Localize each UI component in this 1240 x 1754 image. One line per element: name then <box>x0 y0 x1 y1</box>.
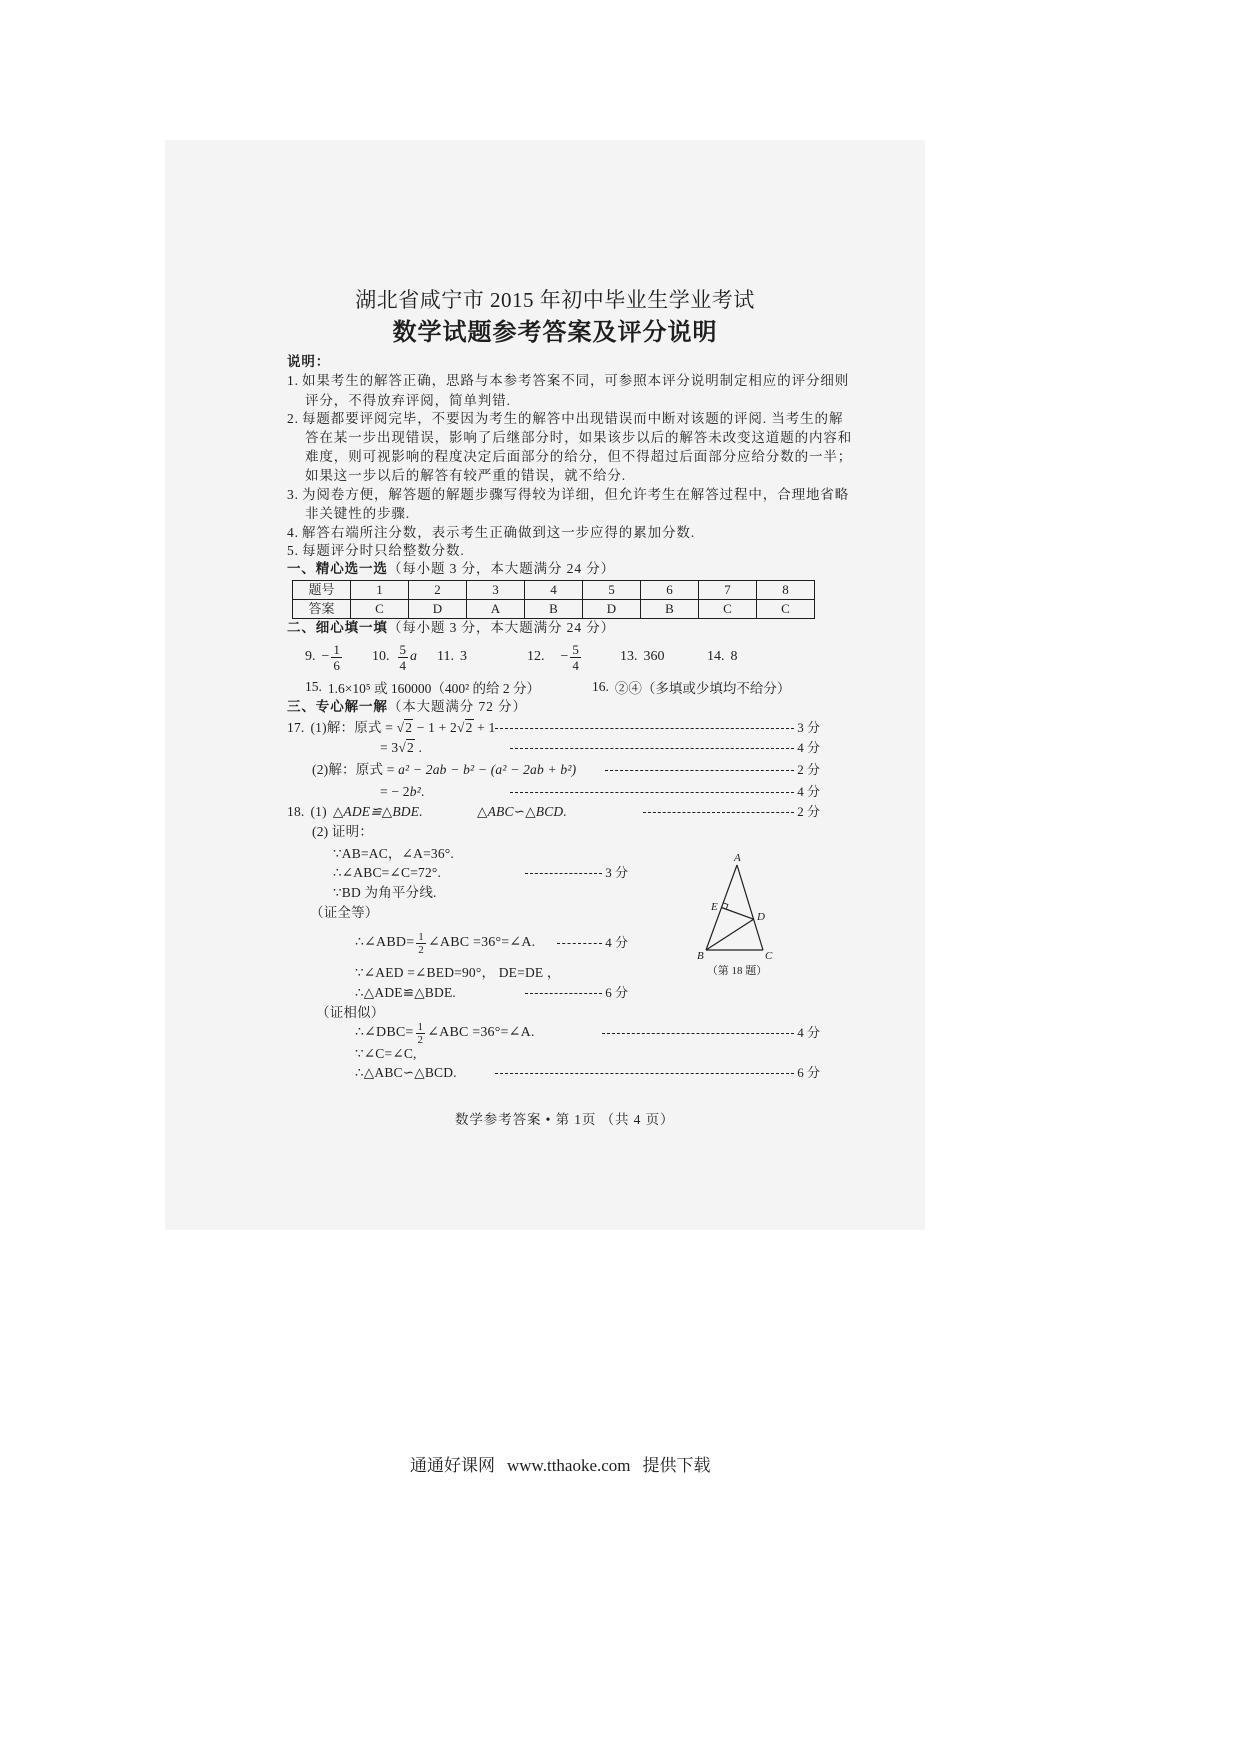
score: 6 分 <box>605 985 628 1000</box>
note-line: 评分，不得放弃评阅，简单判错. <box>305 393 511 408</box>
denominator: 6 <box>333 657 340 673</box>
table-row-answers <box>293 600 815 619</box>
side-ac <box>737 865 763 950</box>
note-line: 答在某一步出现错误，影响了后继部分时，如果该步以后的解答未改变这道题的内容和 <box>305 430 853 445</box>
step-text: (2)解：原式 = <box>312 762 399 777</box>
step-text: + 1 <box>473 720 496 735</box>
fraction <box>398 642 409 673</box>
question-number: 11. <box>437 649 454 664</box>
score: 2 分 <box>797 762 820 777</box>
section3-heading <box>287 698 527 716</box>
note-number: 1. <box>287 373 299 388</box>
section-title: 二、细心填一填 <box>287 620 388 635</box>
q18-part1 <box>287 803 423 821</box>
segment-ed <box>722 908 754 920</box>
math-expression: △ABC∽△BCD. <box>477 804 567 819</box>
table-cell-number: 6 <box>641 581 699 600</box>
note-number: 3. <box>287 487 299 502</box>
step-text: = 3√ <box>380 740 406 755</box>
note-number: 5. <box>287 543 299 558</box>
question-number: 13. <box>620 649 638 664</box>
credit-site-name: 通通好课网 <box>410 1456 495 1475</box>
proof-method-label: （证全等） <box>310 905 379 920</box>
table-cell-number: 5 <box>583 581 641 600</box>
score-leader <box>525 984 628 1002</box>
denominator: 4 <box>572 657 579 673</box>
section-title: 三、专心解一解 <box>287 699 388 714</box>
step-text: ∴∠DBC= <box>355 1025 414 1040</box>
fill-answer-13 <box>620 640 665 674</box>
vertex-label-b: B <box>697 950 704 962</box>
fill-answer-12 <box>527 640 583 674</box>
step-text: . <box>420 784 425 799</box>
note-item-2 <box>287 410 843 428</box>
score-leader <box>495 719 820 737</box>
variable: a <box>410 649 417 664</box>
note-line: 如果考生的解答正确，思路与本参考答案不同，可参照本评分说明制定相应的评分细则 <box>302 373 850 388</box>
question-number: 10. <box>372 649 390 664</box>
proof-method-label: （证相似） <box>316 1005 385 1020</box>
table-cell-answer: C <box>699 600 757 619</box>
score-leader <box>510 739 820 757</box>
dash-leader <box>495 728 794 729</box>
score: 4 分 <box>797 1025 820 1040</box>
score: 3 分 <box>797 720 820 735</box>
score: 4 分 <box>605 935 628 950</box>
dash-leader <box>605 770 794 771</box>
table-cell-answer: C <box>351 600 409 619</box>
fill-answer-16 <box>592 678 790 696</box>
math-expression: a² − 2ab − b² − (a² − 2ab + b²) <box>398 762 577 777</box>
numerator: 1 <box>333 641 340 657</box>
radicand: 2 <box>405 720 413 735</box>
radicand: 2 <box>465 720 473 735</box>
dash-leader <box>643 812 794 813</box>
step-text: ∠ABC =36°=∠A. <box>427 1025 535 1040</box>
minus-sign: − <box>321 649 330 664</box>
note-line: 难度，则可视影响的程度决定后面部分的给分，但不得超过后面部分应给分数的一半； <box>305 449 853 464</box>
credit-url: www.tthaoke.com <box>507 1456 631 1475</box>
q17-part2-line2 <box>380 783 425 801</box>
step-text: . <box>414 740 423 755</box>
q17-part2-line1 <box>312 761 576 779</box>
note-line: 每题评分时只给整数分数. <box>302 543 465 558</box>
numerator: 5 <box>572 641 579 657</box>
numerator: 1 <box>418 930 424 943</box>
dash-leader <box>525 873 602 874</box>
question-number: 17. <box>287 720 305 735</box>
section2-heading <box>287 619 615 637</box>
section1-heading <box>287 560 615 578</box>
dash-leader <box>495 1073 794 1074</box>
part-label: (1) <box>310 804 327 819</box>
proof-step: ∴△ADE≌△BDE. <box>355 985 456 1000</box>
dash-leader <box>602 1033 794 1034</box>
math-expression: △ADE≌△BDE. <box>332 804 423 819</box>
note-item-3 <box>287 486 849 504</box>
step-text: ∠ABC =36°=∠A. <box>428 935 536 950</box>
note-item-1 <box>287 372 849 390</box>
score: 2 分 <box>797 804 820 819</box>
minus-sign: − <box>560 649 569 664</box>
note-line: 如果这一步以后的解答有较严重的错误，就不给分. <box>305 468 627 483</box>
note-number: 4. <box>287 525 299 540</box>
vertex-label-c: C <box>765 950 773 962</box>
proof-step: ∵∠C=∠C, <box>355 1046 417 1061</box>
note-item-4 <box>287 524 695 542</box>
proof-label: (2) 证明： <box>312 824 374 839</box>
triangle-diagram <box>680 840 780 980</box>
fraction <box>331 642 342 673</box>
table-cell-number: 8 <box>757 581 815 600</box>
proof-step: ∵∠AED =∠BED=90°， DE=DE ， <box>355 965 561 980</box>
numerator: 5 <box>399 641 406 657</box>
section-title: 一、精心选一选 <box>287 561 388 576</box>
score-leader <box>557 934 628 952</box>
score-leader <box>495 1064 820 1082</box>
answer-value: 3 <box>459 649 467 664</box>
segment-bd <box>706 919 754 950</box>
q17-part1-line1 <box>287 719 495 737</box>
section-note: （每小题 3 分，本大题满分 24 分） <box>387 620 616 635</box>
answer-value: 360 <box>643 649 665 664</box>
table-cell-answer: D <box>409 600 467 619</box>
score-leader <box>510 783 820 801</box>
score: 4 分 <box>797 784 820 799</box>
score: 3 分 <box>605 865 628 880</box>
proof-step: ∵AB=AC，∠A=36°. <box>333 846 454 861</box>
table-cell-answer: B <box>525 600 583 619</box>
score-leader <box>605 761 820 779</box>
math-variable: b² <box>409 784 421 799</box>
fill-answer-11 <box>437 640 467 674</box>
score-leader <box>525 864 628 882</box>
dash-leader <box>510 792 794 793</box>
figure-18 <box>680 840 780 980</box>
denominator: 4 <box>399 657 406 673</box>
table-cell-number: 4 <box>525 581 583 600</box>
fraction <box>416 1021 426 1046</box>
q17-part1-line2 <box>380 739 422 757</box>
answer-value: 1.6×10⁵ 或 160000（400² 的给 2 分） <box>327 681 540 696</box>
question-number: 14. <box>707 649 725 664</box>
vertex-label-e: E <box>711 901 718 913</box>
question-number: 12. <box>527 649 545 664</box>
page-title: 湖北省咸宁市 2015 年初中毕业生学业考试 <box>355 288 755 312</box>
table-cell-answer: C <box>757 600 815 619</box>
fill-answer-15 <box>305 678 540 696</box>
note-line: 非关键性的步骤. <box>305 506 411 521</box>
note-line: 为阅卷方便，解答题的解题步骤写得较为详细，但允许考生在解答过程中，合理地省略 <box>302 487 850 502</box>
table-cell-number: 7 <box>699 581 757 600</box>
numerator: 1 <box>417 1020 424 1033</box>
table-cell-number: 2 <box>409 581 467 600</box>
vertex-label-a: A <box>734 852 741 864</box>
fill-answer-10 <box>372 640 417 674</box>
answer-value: ②④（多填或少填均不给分） <box>614 681 791 696</box>
note-item-5 <box>287 542 465 560</box>
page-footer: 数学参考答案 • 第 1页 （共 4 页） <box>455 1112 675 1127</box>
fill-answer-9 <box>305 640 344 674</box>
note-line: 解答右端所注分数，表示考生正确做到这一步应得的累加分数. <box>302 525 696 540</box>
score: 4 分 <box>797 740 820 755</box>
question-number: 9. <box>305 649 316 664</box>
table-cell-answer: B <box>641 600 699 619</box>
vertex-label-d: D <box>757 911 765 923</box>
download-credit <box>410 1455 711 1477</box>
radicand: 2 <box>406 740 414 755</box>
credit-action: 提供下载 <box>642 1456 711 1475</box>
fraction <box>570 642 581 673</box>
step-text: (1)解：原式 = √ <box>310 720 405 735</box>
proof-step: ∵BD 为角平分线. <box>333 885 437 900</box>
score-leader <box>643 803 820 821</box>
choice-answer-table <box>292 580 815 619</box>
score: 6 分 <box>797 1065 820 1080</box>
figure-caption: （第 18 题） <box>706 965 768 977</box>
note-number: 2. <box>287 411 299 426</box>
note-line: 每题都要评阅完毕，不要因为考生的解答中出现错误而中断对该题的评阅. 当考生的解 <box>302 411 844 426</box>
question-number: 15. <box>305 679 322 694</box>
notes-heading: 说明： <box>287 354 331 369</box>
table-cell-number: 1 <box>351 581 409 600</box>
denominator: 2 <box>418 943 424 956</box>
table-label-answer: 答案 <box>293 600 351 619</box>
dash-leader <box>557 943 602 944</box>
page-subtitle: 数学试题参考答案及评分说明 <box>392 320 718 346</box>
question-number: 18. <box>287 804 305 819</box>
table-row-question-numbers <box>293 581 815 600</box>
step-text: = − 2 <box>380 784 410 799</box>
step-text: − 1 + 2√ <box>413 720 465 735</box>
proof-step: ∴∠ABC=∠C=72°. <box>333 865 442 880</box>
denominator: 2 <box>417 1033 424 1046</box>
proof-step-with-fraction <box>355 928 535 958</box>
proof-step-with-fraction <box>355 1020 535 1046</box>
table-cell-number: 3 <box>467 581 525 600</box>
question-number: 16. <box>592 679 609 694</box>
answer-value: 8 <box>730 649 738 664</box>
dash-leader <box>525 993 602 994</box>
section-note: （本大题满分 72 分） <box>387 699 527 714</box>
section-note: （每小题 3 分，本大题满分 24 分） <box>387 561 616 576</box>
table-cell-answer: A <box>467 600 525 619</box>
proof-step: ∴△ABC∽△BCD. <box>355 1065 457 1080</box>
table-label-number: 题号 <box>293 581 351 600</box>
fill-answer-14 <box>707 640 738 674</box>
dash-leader <box>510 748 794 749</box>
score-leader <box>602 1024 820 1042</box>
step-text: ∴∠ABD= <box>355 935 415 950</box>
table-cell-answer: D <box>583 600 641 619</box>
fraction <box>416 931 426 956</box>
